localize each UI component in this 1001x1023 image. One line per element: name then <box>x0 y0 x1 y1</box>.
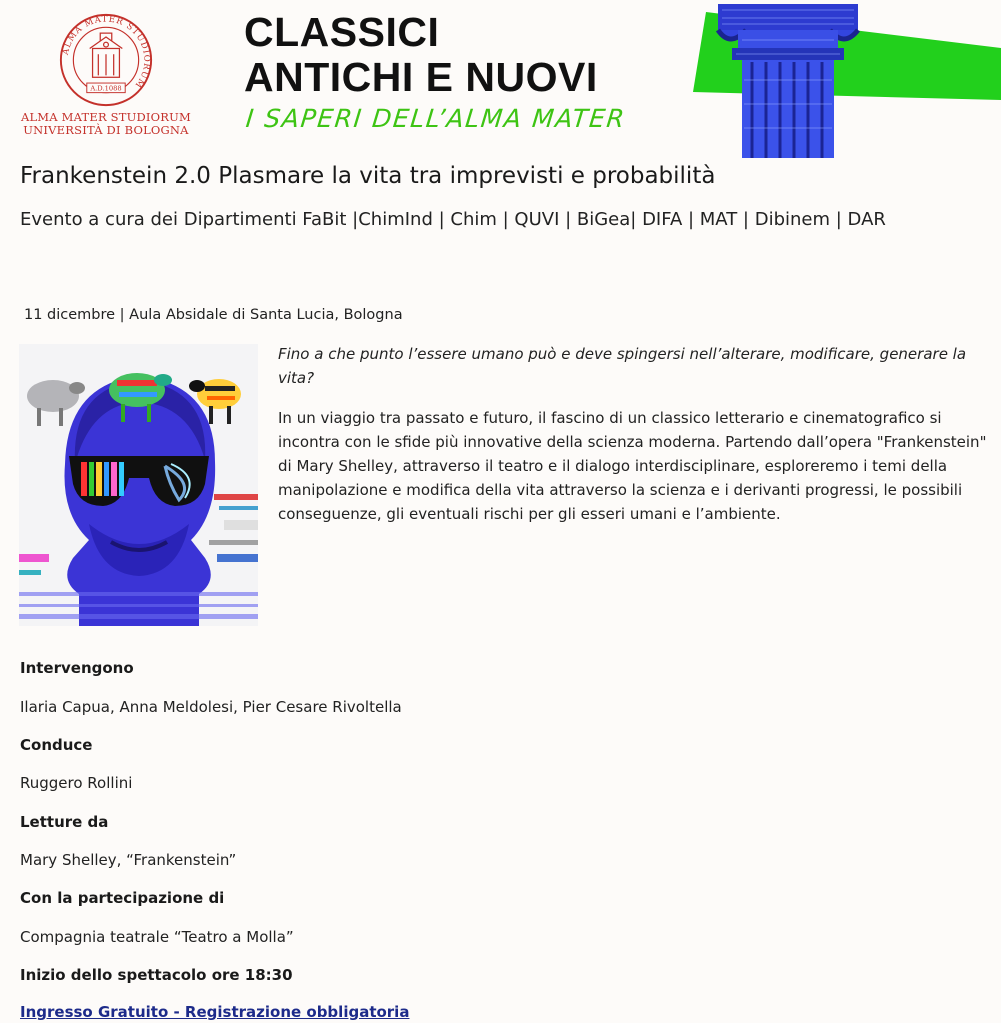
university-name-line1: ALMA MATER STUDIORUM <box>20 110 192 124</box>
event-organizers: Evento a cura dei Dipartimenti FaBit |ChimInd | Chim | QUVI | BiGea| DIFA | MAT | Dibinem | DAR <box>20 209 886 230</box>
start-time-label: Inizio dello spettacolo ore 18:30 <box>20 966 293 984</box>
banner-subtitle: I SAPERI DELL’ALMA MATER <box>244 104 628 133</box>
column-illustration-icon <box>688 0 1001 158</box>
university-name-line2: UNIVERSITÀ DI BOLOGNA <box>23 123 189 137</box>
svg-text:ALMA MATER STUDIORUM: ALMA MATER STUDIORUM <box>60 14 152 91</box>
host-value: Ruggero Rollini <box>20 774 133 792</box>
event-poster-image <box>19 344 258 626</box>
speakers-label: Intervengono <box>20 659 134 677</box>
university-name <box>6 111 206 137</box>
host-label: Conduce <box>20 736 93 754</box>
event-description: In un viaggio tra passato e futuro, il fascino di un classico letterario e cinematografico si incontra con le sfide più innovative della scienza moderna. Partendo dall’opera "Frankenstein" di Mary Shelley, attraverso il teatro e il dialogo interdisciplinare, esploreremo i temi della manipolazione e modifica della vita attraverso la scienza e i derivanti progressi, le possibili conseguenze, gli eventuali rischi per gli esseri umani e l’ambiente. <box>278 409 987 523</box>
university-seal-icon <box>58 12 154 108</box>
event-intro-question: Fino a che punto l’essere umano può e deve spingersi nell’alterare, modificare, generare la vita? <box>278 345 967 387</box>
header-banner <box>0 0 1001 158</box>
readings-label: Letture da <box>20 813 109 831</box>
banner-title <box>244 10 598 100</box>
banner-title-line1: CLASSICI <box>244 9 440 55</box>
registration-link[interactable]: Ingresso Gratuito - Registrazione obbligatoria <box>20 1003 410 1021</box>
event-date-location: 11 dicembre | Aula Absidale di Santa Lucia, Bologna <box>24 307 403 323</box>
readings-value: Mary Shelley, “Frankenstein” <box>20 851 237 869</box>
svg-text:A.D.1088: A.D.1088 <box>90 84 122 93</box>
speakers-value: Ilaria Capua, Anna Meldolesi, Pier Cesare Rivoltella <box>20 698 402 716</box>
participation-value: Compagnia teatrale “Teatro a Molla” <box>20 928 294 946</box>
participation-label: Con la partecipazione di <box>20 889 225 907</box>
banner-title-line2: ANTICHI E NUOVI <box>244 54 598 100</box>
event-title: Frankenstein 2.0 Plasmare la vita tra imprevisti e probabilità <box>20 163 716 189</box>
